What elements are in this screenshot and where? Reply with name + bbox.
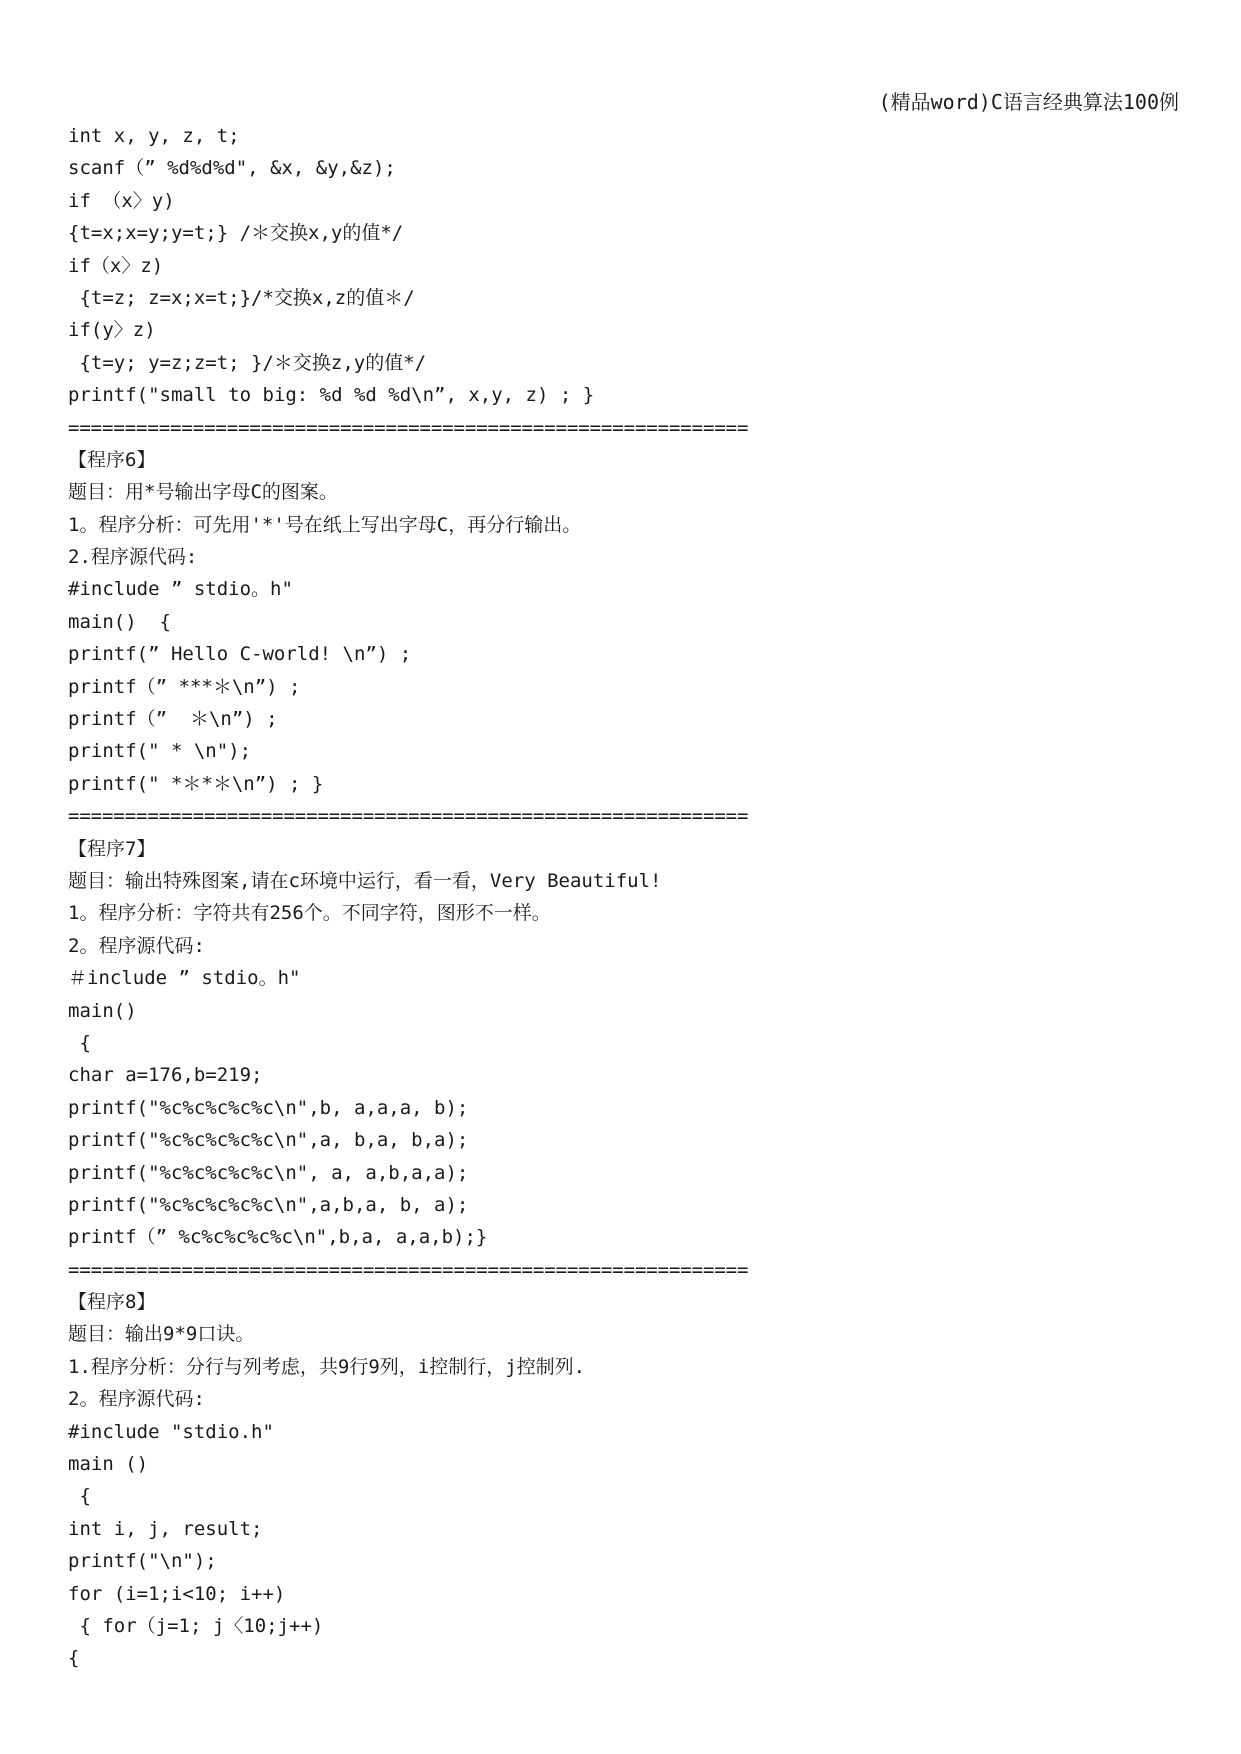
code-line: printf("\n"); — [68, 1550, 217, 1573]
code-line: ＃include ” stdio。h" — [68, 967, 301, 990]
code-line: printf（” ***＊\n”) ; — [68, 675, 301, 698]
code-line: {t=y; y=z;z=t; }/＊交换z,y的值*/ — [68, 351, 427, 374]
separator-line: ============================================================ — [68, 1258, 749, 1281]
code-line: printf(" *＊*＊\n”) ; } — [68, 772, 324, 795]
problem-statement: 题目：输出9*9口诀。 — [68, 1323, 255, 1346]
code-line: scanf（” %d%d%d", &x, &y,&z); — [68, 157, 396, 180]
code-line: int i, j, result; — [68, 1517, 263, 1540]
page-header-title: (精品word)C语言经典算法100例 — [878, 90, 1179, 114]
problem-statement: 题目：输出特殊图案,请在c环境中运行，看一看，Very Beautiful! — [68, 869, 662, 892]
code-line: #include ” stdio。h" — [68, 578, 293, 601]
code-line: printf（” ＊\n”) ; — [68, 708, 278, 731]
code-line: char a=176,b=219; — [68, 1064, 263, 1087]
code-line: printf("%c%c%c%c%c\n",a, b,a, b,a); — [68, 1129, 469, 1152]
code-line: printf("small to big: %d %d %d\n”, x,y, z) ; } — [68, 384, 595, 407]
code-line: for (i=1;i<10; i++) — [68, 1582, 286, 1605]
section-heading: 【程序8】 — [68, 1291, 156, 1314]
code-line: { — [68, 1485, 91, 1508]
code-line: if （x〉y) — [68, 189, 175, 212]
code-line: { for（j=1; j〈10;j++) — [68, 1614, 324, 1637]
analysis-text: 1。程序分析：可先用'*'号在纸上写出字母C，再分行输出。 — [68, 513, 582, 536]
analysis-text: 1。程序分析：字符共有256个。不同字符，图形不一样。 — [68, 902, 551, 925]
section-heading: 【程序7】 — [68, 837, 156, 860]
code-line: if(y〉z) — [68, 319, 156, 342]
code-line: main() — [68, 999, 137, 1022]
code-line: printf（” %c%c%c%c%c\n",b,a, a,a,b);} — [68, 1226, 488, 1249]
code-line: printf("%c%c%c%c%c\n",a,b,a, b, a); — [68, 1193, 469, 1216]
document-body — [68, 120, 1178, 1675]
code-line: if（x〉z) — [68, 254, 164, 277]
code-line: printf(” Hello C-world! \n”) ; — [68, 643, 412, 666]
problem-statement: 题目：用*号输出字母C的图案。 — [68, 481, 338, 504]
code-line: printf("%c%c%c%c%c\n",b, a,a,a, b); — [68, 1096, 469, 1119]
separator-line: ============================================================ — [68, 805, 749, 828]
analysis-text: 1.程序分析：分行与列考虑，共9行9列，i控制行，j控制列. — [68, 1355, 586, 1378]
source-label: 2。程序源代码: — [68, 1388, 205, 1411]
code-line: { — [68, 1647, 80, 1670]
code-line: printf("%c%c%c%c%c\n", a, a,b,a,a); — [68, 1161, 469, 1184]
code-line: #include "stdio.h" — [68, 1420, 274, 1443]
code-line: { — [68, 1031, 91, 1054]
code-line: {t=x;x=y;y=t;} /＊交换x,y的值*/ — [68, 222, 404, 245]
code-line: main() { — [68, 610, 171, 633]
code-line: main () — [68, 1453, 149, 1476]
separator-line: ============================================================ — [68, 416, 749, 439]
source-label: 2。程序源代码: — [68, 934, 205, 957]
section-heading: 【程序6】 — [68, 448, 156, 471]
code-line: printf(" * \n"); — [68, 740, 252, 763]
code-line: int x, y, z, t; — [68, 125, 240, 147]
code-line: {t=z; z=x;x=t;}/*交换x,z的值＊/ — [68, 286, 415, 309]
source-label: 2.程序源代码: — [68, 546, 198, 569]
